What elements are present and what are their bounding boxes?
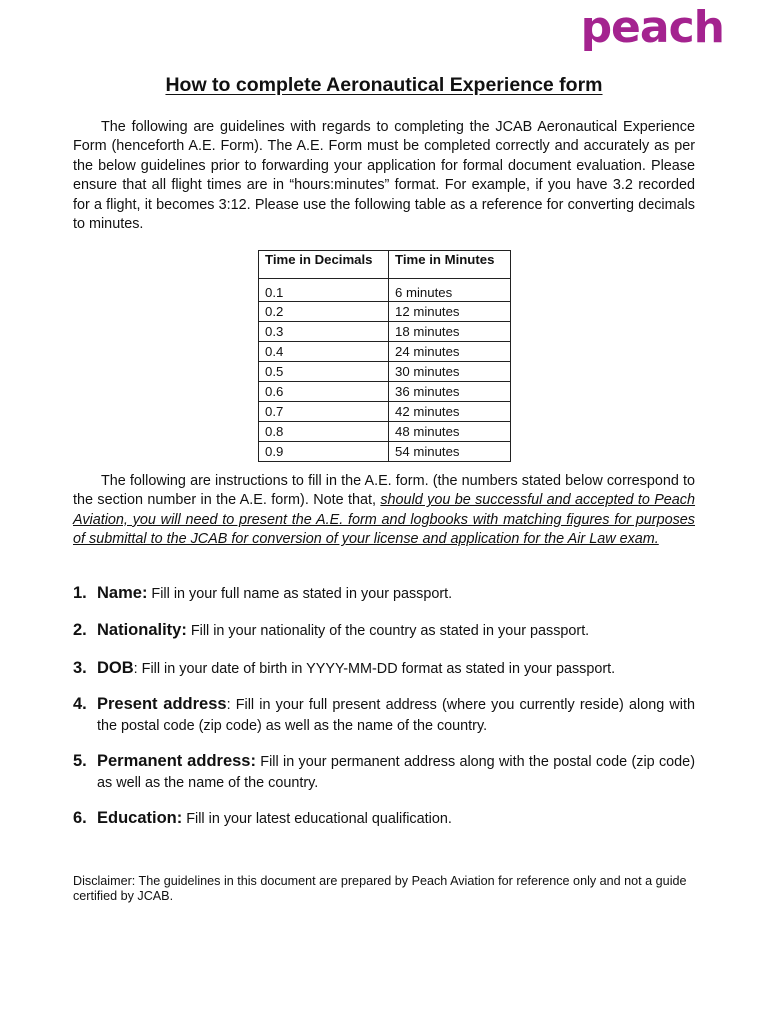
table-cell-minutes: 6 minutes xyxy=(389,279,511,302)
table-cell-minutes: 36 minutes xyxy=(389,382,511,402)
table-row xyxy=(259,442,511,462)
item-text: Fill in your latest educational qualification. xyxy=(182,811,452,827)
intro-paragraph: The following are guidelines with regards to completing the JCAB Aeronautical Experience Form (henceforth A.E. Form). The A.E. Form must be completed correctly and accurately as per the below guidelines prior to forwarding your application for formal document evaluation. Please ensure that all flight times are in “hours:minutes” format. For example, if you have 3.2 recorded for a flight, it becomes 3:12. Please use the following table as a reference for converting decimals to minutes. xyxy=(73,119,695,233)
table-cell-decimal: 0.6 xyxy=(259,382,389,402)
item-label: Present address xyxy=(97,695,227,713)
table-cell-minutes: 54 minutes xyxy=(389,442,511,462)
disclaimer: Disclaimer: The guidelines in this document are prepared by Peach Aviation for reference only and not a guide certified by JCAB. xyxy=(73,874,687,903)
table-row xyxy=(259,322,511,342)
table-row xyxy=(259,402,511,422)
table-header-decimals: Time in Decimals xyxy=(259,251,389,279)
item-number: 2. xyxy=(73,621,87,639)
table-row xyxy=(259,342,511,362)
item-label: Permanent address: xyxy=(97,752,256,770)
table-cell-decimal: 0.7 xyxy=(259,402,389,422)
item-label: Name: xyxy=(97,584,148,602)
instructions-text: The following are instructions to fill in the A.E. form. (the numbers stated below correspond to the section number in the A.E. form). Note that, xyxy=(73,473,695,509)
table-cell-minutes: 12 minutes xyxy=(389,302,511,322)
list-item-name xyxy=(73,583,695,605)
table-header-row xyxy=(259,251,511,279)
table-cell-decimal: 0.4 xyxy=(259,342,389,362)
item-number: 1. xyxy=(73,584,87,602)
table-cell-decimal: 0.5 xyxy=(259,362,389,382)
peach-logo: peach xyxy=(580,2,724,53)
item-text: : Fill in your full present address (where you currently reside) along with the postal code (zip code) as well as the name of the country. xyxy=(97,697,695,734)
table-cell-decimal: 0.8 xyxy=(259,422,389,442)
table-row xyxy=(259,382,511,402)
table-cell-minutes: 42 minutes xyxy=(389,402,511,422)
item-number: 3. xyxy=(73,659,87,677)
table-cell-decimal: 0.2 xyxy=(259,302,389,322)
item-label: DOB xyxy=(97,659,134,677)
conversion-table xyxy=(258,250,511,462)
page-title: How to complete Aeronautical Experience form xyxy=(165,74,603,96)
item-label: Nationality: xyxy=(97,621,187,639)
table-row xyxy=(259,279,511,302)
item-text: Fill in your nationality of the country as stated in your passport. xyxy=(186,623,590,639)
table-cell-minutes: 48 minutes xyxy=(389,422,511,442)
table-row xyxy=(259,422,511,442)
table-cell-minutes: 18 minutes xyxy=(389,322,511,342)
list-item-nationality xyxy=(73,620,695,642)
item-label: Education: xyxy=(97,809,183,827)
item-text: Fill in your permanent address along with the postal code (zip code) as well as the name of the country. xyxy=(97,754,695,791)
table-cell-decimal: 0.9 xyxy=(259,442,389,462)
item-number: 6. xyxy=(73,809,87,827)
table-cell-minutes: 24 minutes xyxy=(389,342,511,362)
list-item-education xyxy=(73,808,695,830)
table-header-minutes: Time in Minutes xyxy=(389,251,511,279)
instructions-emphasis: should you be successful and accepted to Peach Aviation, you will need to present the A.E. form and logbooks with matching figures for purposes of submittal to the JCAB for conversion of your license and application for the Air Law exam. xyxy=(73,492,696,548)
instructions-paragraph xyxy=(73,472,695,550)
table-cell-minutes: 30 minutes xyxy=(389,362,511,382)
table-cell-decimal: 0.3 xyxy=(259,322,389,342)
list-item-permanent-address xyxy=(73,751,695,794)
item-number: 5. xyxy=(73,752,87,770)
item-text: : Fill in your date of birth in YYYY-MM-DD format as stated in your passport. xyxy=(133,661,616,677)
table-row xyxy=(259,302,511,322)
list-item-present-address xyxy=(73,694,695,737)
item-text: Fill in your full name as stated in your passport. xyxy=(147,586,453,602)
list-item-dob xyxy=(73,658,695,680)
item-number: 4. xyxy=(73,695,87,713)
table-row xyxy=(259,362,511,382)
table-cell-decimal: 0.1 xyxy=(259,279,389,302)
